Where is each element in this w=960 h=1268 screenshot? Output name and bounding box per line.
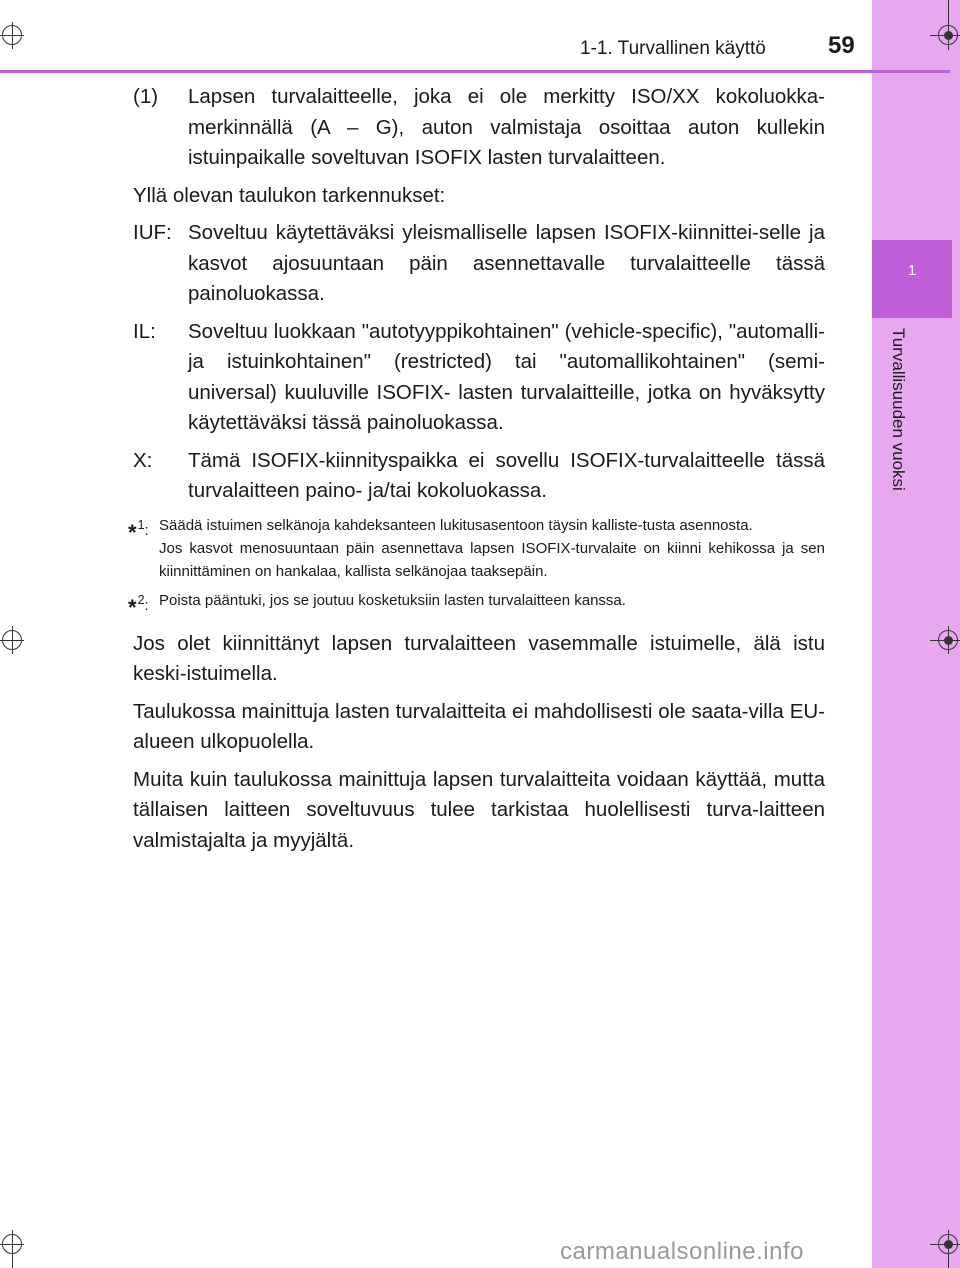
definition-iuf — [133, 218, 825, 310]
footnote-line: Säädä istuimen selkänoja kahdeksanteen lukitusasentoon täysin kalliste-tusta asennosta. — [159, 516, 753, 534]
footnote-1-marker — [128, 514, 159, 583]
paragraph-other-devices: Muita kuin taulukossa mainittuja lapsen turvalaitteita voidaan käyttää, mutta tällaisen laitteen soveltuvuus tulee tarkistaa huolellisesti turva-laitteen valmistajalta ja myyjältä. — [133, 767, 825, 852]
footnote-star: * — [128, 519, 137, 545]
table-intro: Yllä olevan taulukon tarkennukset: — [133, 183, 446, 207]
paragraph-left-seat: Jos olet kiinnittänyt lapsen turvalaitteen vasemmalle istuimelle, älä istu keski-istuimella. — [133, 631, 825, 685]
footnote-number: 2 — [137, 592, 145, 607]
definition-il — [133, 317, 825, 439]
definition-key: IUF: — [133, 221, 172, 244]
definition-x — [133, 446, 825, 507]
footnote-line: Jos kasvot menosuuntaan päin asennettava lapsen ISOFIX-turvalaite on kiinni kehikossa ja sen kiinnittäminen on hankalaa, kallista selkänojaa taaksepäin. — [159, 539, 825, 580]
chapter-tab-active[interactable] — [872, 240, 952, 318]
footnote-2-text — [159, 589, 825, 619]
footnote-2-marker — [128, 589, 159, 619]
definition-text: Tämä ISOFIX-kiinnityspaikka ei sovellu ISOFIX-turvalaitteelle tässä turvalaitteen paino- ja/tai kokoluokassa. — [188, 448, 825, 502]
footnote-2 — [128, 589, 825, 620]
page-content — [128, 82, 825, 863]
watermark: carmanualsonline.info — [560, 1238, 804, 1265]
note-1 — [133, 82, 825, 174]
footnote-1-text — [159, 514, 825, 583]
definition-key: X: — [133, 448, 153, 472]
definition-key: IL: — [133, 319, 156, 343]
paragraph-eu-availability: Taulukossa mainittuja lasten turvalaitteita ei mahdollisesti ole saata-villa EU-alueen ulkopuolella. — [133, 699, 825, 753]
footnote-line: Poista pääntuki, jos se joutuu kosketuksiin lasten turvalaitteen kanssa. — [159, 591, 626, 609]
footnote-colon: : — [144, 521, 149, 539]
footnote-1 — [128, 514, 825, 583]
footnote-number: 1 — [137, 517, 145, 532]
note-1-text: Lapsen turvalaitteelle, joka ei ole merkitty ISO/XX kokoluokka-merkinnällä (A – G), auton valmistaja osoittaa auton kullekin istuinpaikalle soveltuvan ISOFIX lasten turvalaitteen. — [188, 85, 825, 169]
definition-text: Soveltuu käytettäväksi yleismalliselle lapsen ISOFIX-kiinnittei-selle ja kasvot ajosuuntaan päin asennettavalle turvalaitteelle tässä painoluokassa. — [188, 221, 825, 305]
header-rule — [0, 70, 950, 73]
definition-text: Soveltuu luokkaan "autotyyppikohtainen" (vehicle-specific), "automalli- ja istuinkohtainen" (restricted) tai "automallikohtainen" (semi-universal) kuuluville ISOFIX- lasten turvalaitteille, jotka on hyväksytty käytettäväksi tässä painoluokassa. — [188, 319, 825, 434]
chapter-number: 1 — [907, 262, 917, 279]
page-number: 59 — [828, 32, 855, 59]
note-1-key: (1) — [133, 85, 159, 108]
footnote-star: * — [128, 594, 137, 620]
footnote-colon: : — [144, 596, 149, 614]
chapter-title: Turvallisuuden vuoksi — [889, 328, 908, 491]
section-title: 1-1. Turvallinen käyttö — [580, 38, 766, 59]
